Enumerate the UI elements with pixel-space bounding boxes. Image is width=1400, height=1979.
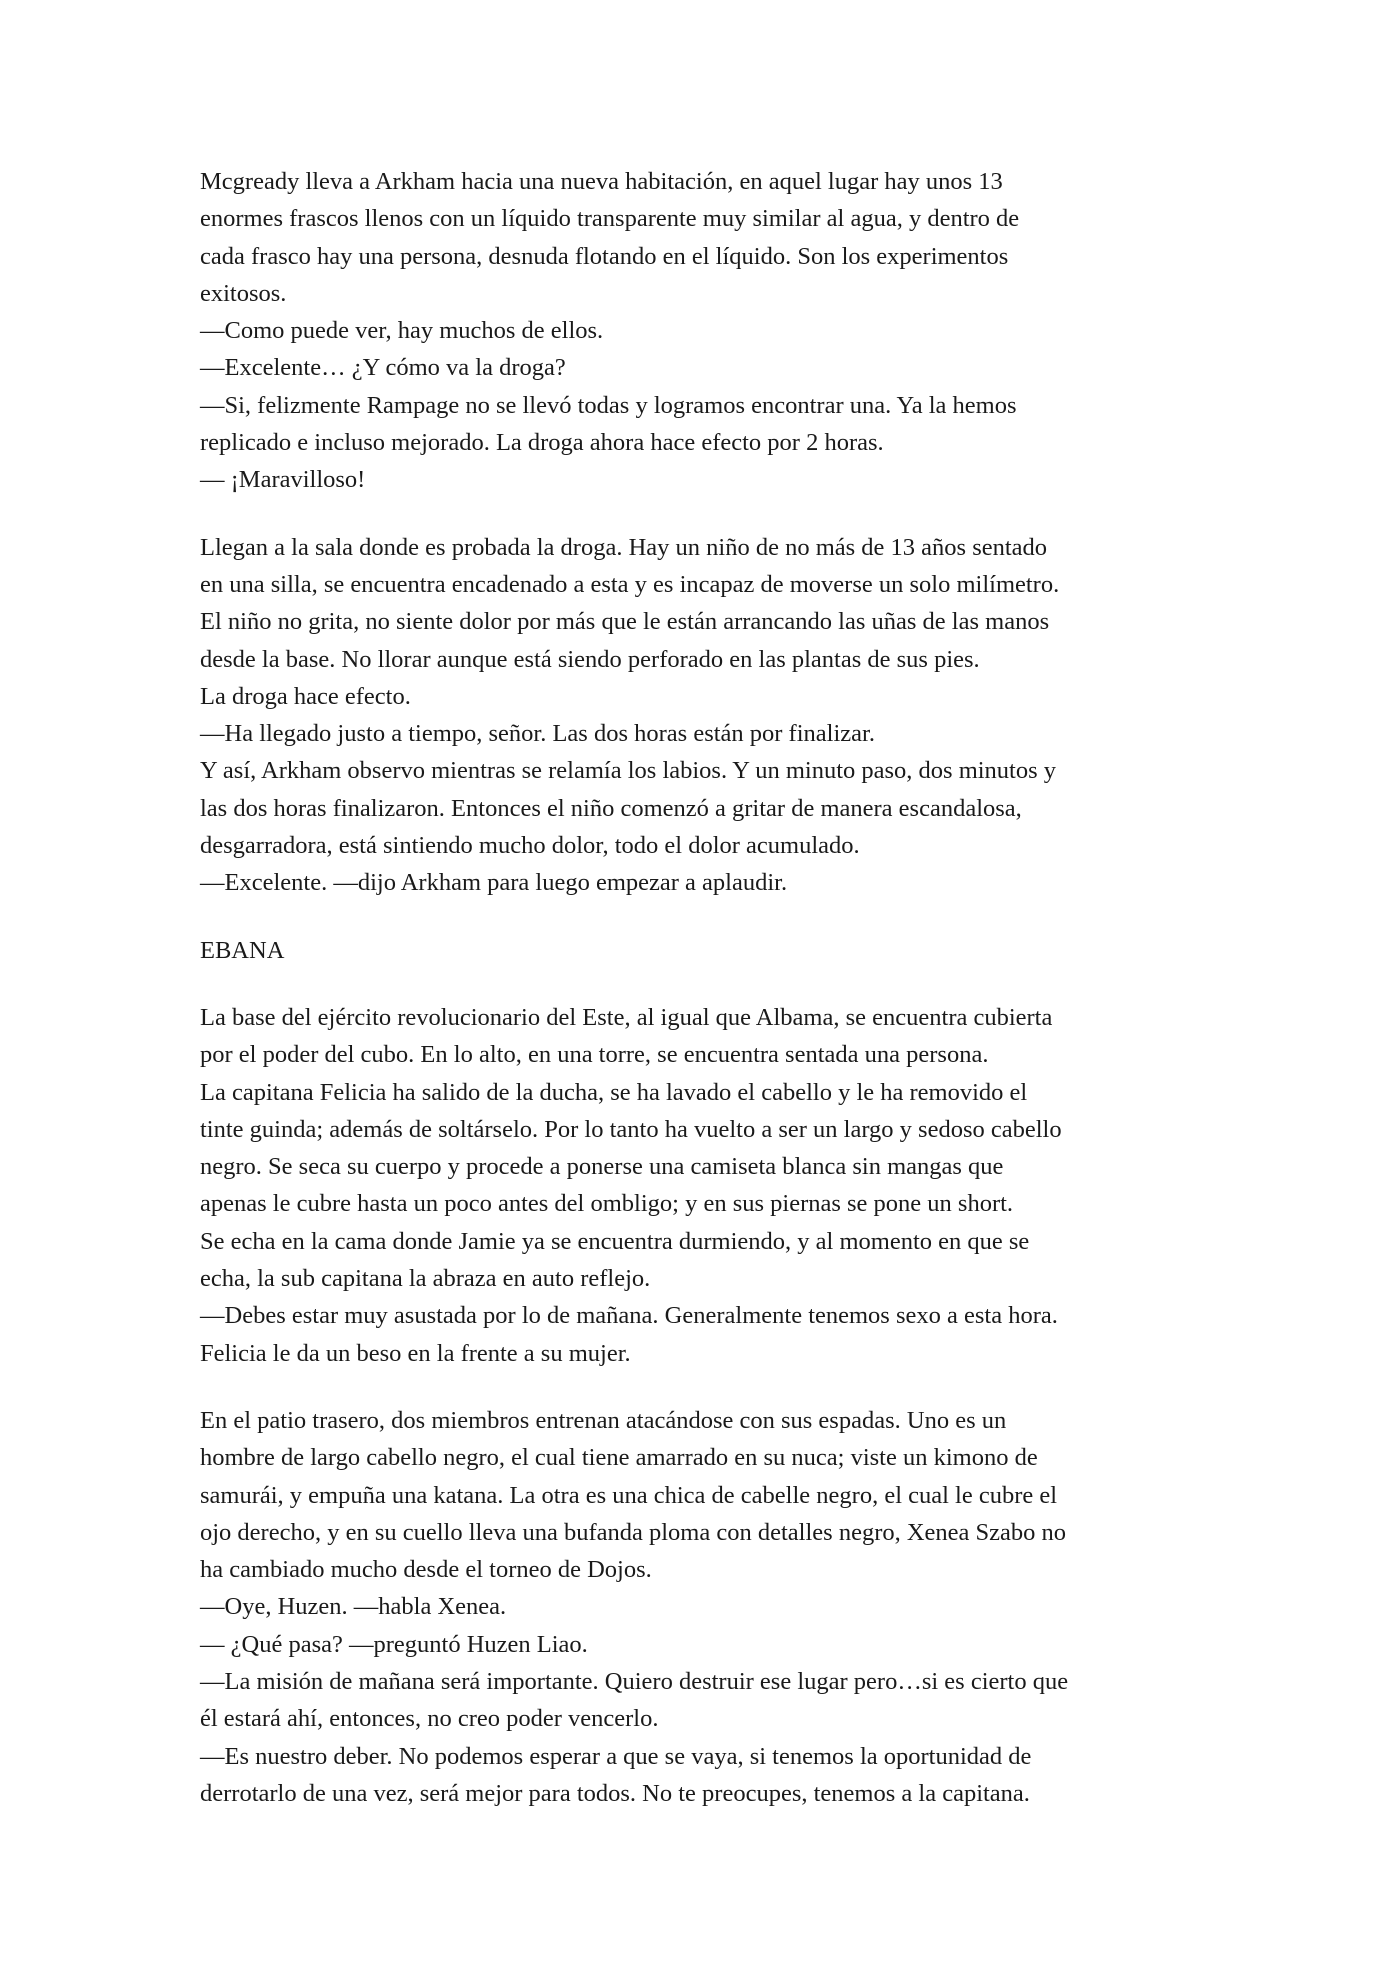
paragraph-spacer (200, 499, 1220, 529)
paragraph-block (200, 1402, 1220, 1812)
paragraph-block (200, 999, 1220, 1372)
text-line: él estará ahí, entonces, no creo poder vencerlo. (200, 1705, 659, 1733)
paragraph-block (200, 529, 1220, 902)
text-line: en una silla, se encuentra encadenado a esta y es incapaz de moverse un solo milímetro. (200, 570, 1060, 598)
text-line: echa, la sub capitana la abraza en auto reflejo. (200, 1265, 651, 1293)
text-line: cada frasco hay una persona, desnuda flotando en el líquido. Son los experimentos (200, 242, 1009, 270)
text-line: —Como puede ver, hay muchos de ellos. (200, 317, 604, 345)
text-line: derrotarlo de una vez, será mejor para todos. No te preocupes, tenemos a la capitana. (200, 1779, 1030, 1807)
text-line: — ¡Maravilloso! (200, 466, 366, 494)
text-line: —Es nuestro deber. No podemos esperar a que se vaya, si tenemos la oportunidad de (200, 1742, 1032, 1770)
text-line: ojo derecho, y en su cuello lleva una bufanda ploma con detalles negro, Xenea Szabo no (200, 1518, 1067, 1546)
text-line: negro. Se seca su cuerpo y procede a ponerse una camiseta blanca sin mangas que (200, 1153, 1004, 1181)
text-line: La droga hace efecto. (200, 682, 411, 710)
text-line: Y así, Arkham observo mientras se relamía los labios. Y un minuto paso, dos minutos y (200, 757, 1057, 785)
text-line: Mcgready lleva a Arkham hacia una nueva habitación, en aquel lugar hay unos 13 (200, 168, 1003, 195)
text-line: exitosos. (200, 279, 287, 307)
text-line: Llegan a la sala donde es probada la droga. Hay un niño de no más de 13 años sentado (200, 533, 1048, 561)
paragraph-block (200, 163, 1220, 499)
text-line: —Debes estar muy asustada por lo de mañana. Generalmente tenemos sexo a esta hora. (200, 1302, 1058, 1330)
text-line: En el patio trasero, dos miembros entrenan atacándose con sus espadas. Uno es un (200, 1406, 1007, 1434)
text-line: apenas le cubre hasta un poco antes del ombligo; y en sus piernas se pone un short. (200, 1190, 1014, 1218)
section-title: EBANA (200, 936, 285, 964)
text-line: replicado e incluso mejorado. La droga ahora hace efecto por 2 horas. (200, 429, 884, 457)
document-body (200, 163, 1220, 1812)
text-line: enormes frascos llenos con un líquido transparente muy similar al agua, y dentro de (200, 205, 1020, 233)
text-line: —Excelente. —dijo Arkham para luego empezar a aplaudir. (200, 869, 788, 897)
text-line: —Si, felizmente Rampage no se llevó todas y logramos encontrar una. Ya la hemos (200, 391, 1017, 419)
text-line: —Excelente… ¿Y cómo va la droga? (200, 354, 566, 382)
text-line: — ¿Qué pasa? —preguntó Huzen Liao. (200, 1630, 588, 1658)
text-line: hombre de largo cabello negro, el cual tiene amarrado en su nuca; viste un kimono de (200, 1444, 1038, 1472)
text-line: —Oye, Huzen. —habla Xenea. (200, 1593, 507, 1621)
paragraph-spacer (200, 1372, 1220, 1402)
text-line: Se echa en la cama donde Jamie ya se encuentra durmiendo, y al momento en que se (200, 1227, 1030, 1255)
text-line: El niño no grita, no siente dolor por más que le están arrancando las uñas de las manos (200, 608, 1050, 636)
text-line: ha cambiado mucho desde el torneo de Dojos. (200, 1556, 652, 1584)
text-line: —Ha llegado justo a tiempo, señor. Las dos horas están por finalizar. (200, 720, 875, 748)
text-line: La base del ejército revolucionario del Este, al igual que Albama, se encuentra cubierta (200, 1003, 1053, 1031)
text-line: las dos horas finalizaron. Entonces el niño comenzó a gritar de manera escandalosa, (200, 794, 1022, 822)
paragraph-spacer (200, 969, 1220, 999)
section-heading (200, 932, 1220, 969)
text-line: desde la base. No llorar aunque está siendo perforado en las plantas de sus pies. (200, 645, 980, 673)
paragraph-spacer (200, 902, 1220, 932)
text-line: samurái, y empuña una katana. La otra es una chica de cabelle negro, el cual le cubre el (200, 1481, 1058, 1509)
text-line: por el poder del cubo. En lo alto, en una torre, se encuentra sentada una persona. (200, 1041, 989, 1069)
text-line: La capitana Felicia ha salido de la ducha, se ha lavado el cabello y le ha removido el (200, 1078, 1028, 1106)
text-line: desgarradora, está sintiendo mucho dolor, todo el dolor acumulado. (200, 832, 860, 860)
text-line: tinte guinda; además de soltárselo. Por lo tanto ha vuelto a ser un largo y sedoso cabello (200, 1115, 1062, 1143)
text-line: Felicia le da un beso en la frente a su mujer. (200, 1339, 631, 1367)
text-line: —La misión de mañana será importante. Quiero destruir ese lugar pero…si es cierto que (200, 1667, 1069, 1695)
